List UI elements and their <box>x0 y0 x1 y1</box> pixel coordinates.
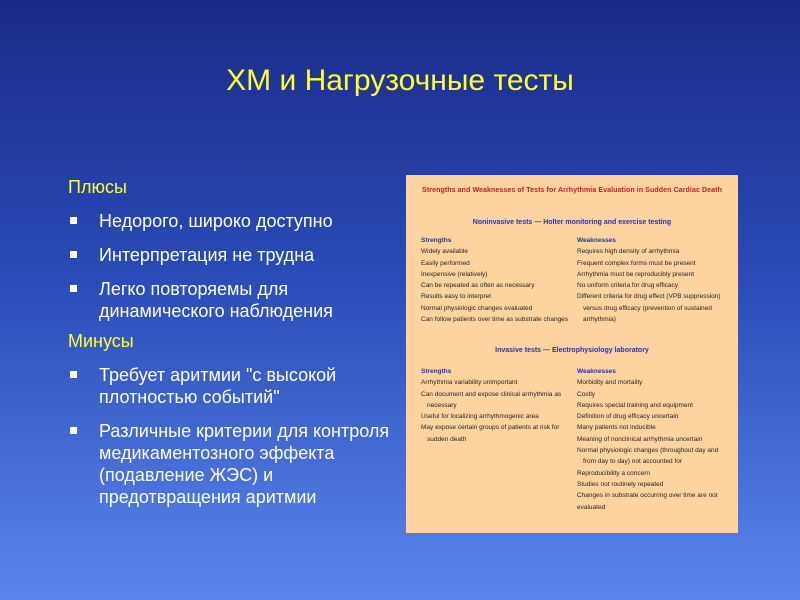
bullet-icon <box>70 427 77 434</box>
list-item <box>68 210 398 232</box>
cons-heading: Минусы <box>68 331 134 351</box>
list-item-text: Требует аритмии "с высокой плотностью событий" <box>99 365 337 407</box>
noninvasive-weaknesses-column <box>577 235 735 325</box>
list-item: No uniform criteria for drug efficacy <box>577 282 679 290</box>
list-item: from day to day) not accounted for <box>583 458 682 466</box>
list-item: Inexpensive (relatively) <box>421 270 488 278</box>
list-item: Arrhythmia variability unimportant <box>421 379 518 387</box>
list-item <box>68 364 398 408</box>
list-item: Arrhythmia must be reproducibly present <box>577 270 695 278</box>
bullet-icon <box>70 251 77 258</box>
list-item: Easily performed <box>421 259 470 267</box>
list-item <box>68 278 398 322</box>
list-item: Can be repeated as often as necessary <box>421 282 535 290</box>
list-item-text: Интерпретация не трудна <box>99 245 315 265</box>
list-item: Definition of drug efficacy uncertain <box>577 413 679 421</box>
pros-heading: Плюсы <box>68 177 127 197</box>
strengths-weaknesses-table <box>406 175 738 533</box>
list-item-text: Различные критерии для контроля медикаментозного эффекта (подавление ЖЭС) и предотвращения аритмии <box>99 421 390 507</box>
weaknesses-label: Weaknesses <box>577 237 616 244</box>
list-item: versus drug efficacy (prevention of sustained <box>583 304 712 312</box>
list-item-text: Легко повторяемы для динамического наблюдения <box>99 279 333 321</box>
strengths-label: Strengths <box>421 237 452 244</box>
list-item: necessary <box>427 401 457 409</box>
list-item: evaluated <box>577 503 606 511</box>
list-item: Many patients not inducible <box>577 424 656 432</box>
list-item: Requires high density of arrhythmia <box>577 248 680 256</box>
list-item: Normal physiologic changes evaluated <box>421 304 533 312</box>
list-item: Meaning of nonclinical arrhythmia uncertain <box>577 435 703 443</box>
list-item: Different criteria for drug effect (VPB suppression) <box>577 293 721 301</box>
list-item: Morbidity and mortality <box>577 379 643 387</box>
bullet-icon <box>70 285 77 292</box>
slide-title: ХМ и Нагрузочные тесты <box>226 64 574 97</box>
list-item-text: Недорого, широко доступно <box>99 211 333 231</box>
strengths-label: Strengths <box>421 368 452 375</box>
list-item: sudden death <box>427 435 467 443</box>
list-item: Can document and expose clinical arrhythmia as <box>421 390 562 398</box>
list-item: Results easy to interpret <box>421 293 492 301</box>
list-item: Costly <box>577 390 596 398</box>
pros-list <box>68 210 398 322</box>
pros-cons-list <box>68 176 398 508</box>
noninvasive-strengths-column <box>421 235 581 325</box>
list-item: Requires special training and equipment <box>577 401 693 409</box>
list-item: Widely available <box>421 248 468 256</box>
list-item: Frequent complex forms must be present <box>577 259 696 267</box>
invasive-weaknesses-column <box>577 366 735 513</box>
list-item: Useful for localizing arrhythmogenic area <box>421 413 539 421</box>
list-item: Reproducibility a concern <box>577 469 650 477</box>
invasive-heading: Invasive tests — Electrophysiology laboratory <box>495 347 649 354</box>
list-item: Can follow patients over time as substrate changes <box>421 316 569 324</box>
list-item <box>68 420 398 508</box>
list-item <box>68 244 398 266</box>
list-item: arrhythmia) <box>583 316 616 324</box>
cons-list <box>68 364 398 508</box>
list-item: Normal physiologic changes (throughout day and <box>577 447 719 455</box>
noninvasive-heading: Noninvasive tests — Holter monitoring and exercise testing <box>472 219 672 226</box>
list-item: Changes in substrate occurring over time are not <box>577 492 718 500</box>
bullet-icon <box>70 217 77 224</box>
list-item: Studies not routinely repeated <box>577 480 664 488</box>
weaknesses-label: Weaknesses <box>577 368 616 375</box>
invasive-strengths-column <box>421 366 581 445</box>
table-title: Strengths and Weaknesses of Tests for Arrhythmia Evaluation in Sudden Cardiac Death <box>422 187 722 194</box>
list-item: May expose certain groups of patients at risk for <box>421 424 560 432</box>
bullet-icon <box>70 371 77 378</box>
